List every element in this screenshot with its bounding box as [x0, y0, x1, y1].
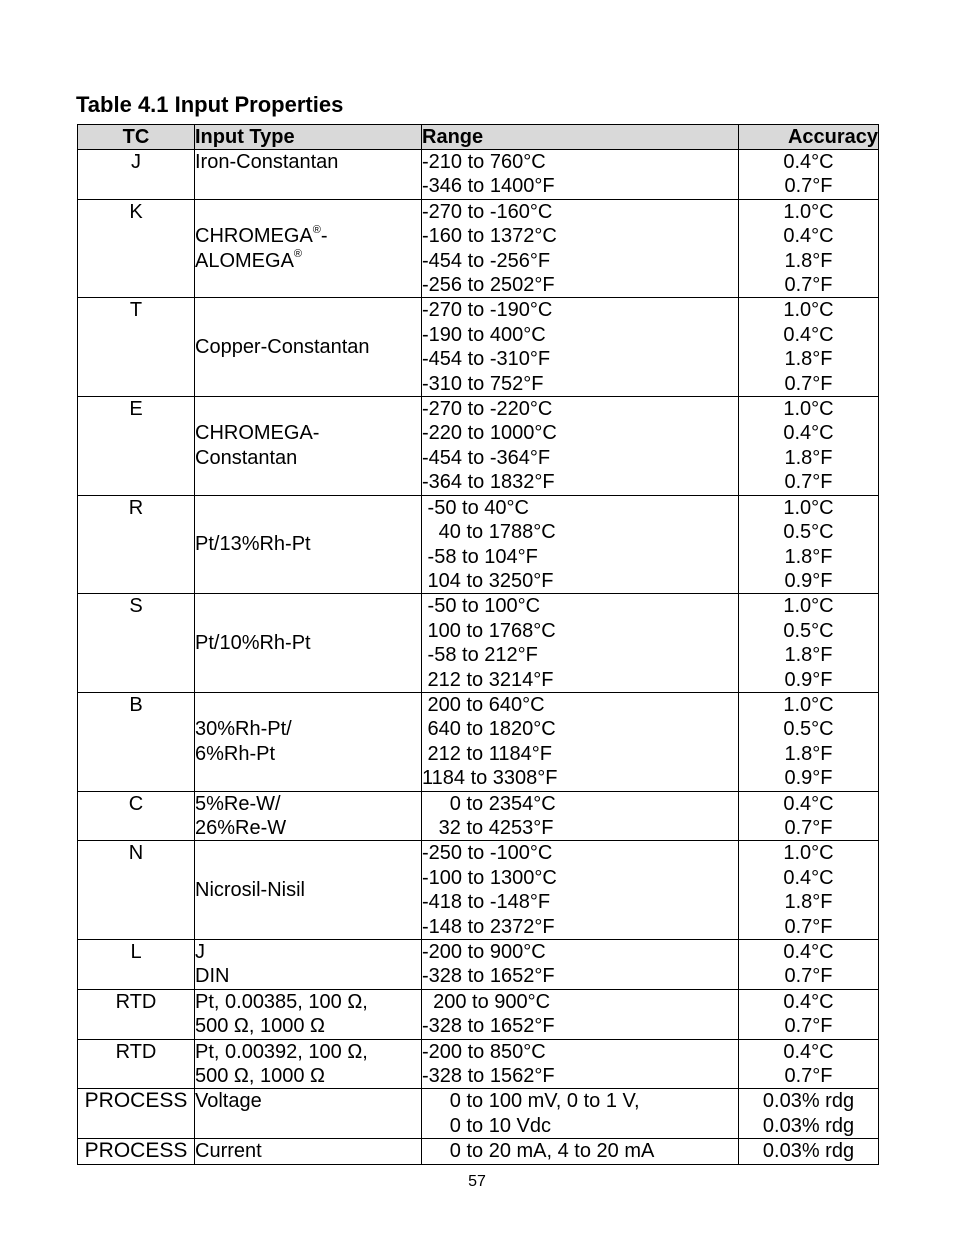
- input-type-cell: [195, 495, 422, 594]
- table-row: [78, 298, 879, 397]
- input-type-cell: [195, 150, 422, 200]
- table-row: [78, 989, 879, 1039]
- accuracy-line: 0.9°F: [784, 569, 833, 592]
- input-type-cell: [195, 298, 422, 397]
- accuracy-line: 1.0°C: [783, 398, 834, 421]
- range-line: -270 to -220°C: [422, 398, 553, 421]
- accuracy-line: 0.7°F: [784, 274, 833, 297]
- accuracy-cell: [739, 791, 879, 841]
- range-line: 0 to 2354°C: [422, 792, 556, 815]
- accuracy-cell: [739, 150, 879, 200]
- range-cell: [422, 495, 739, 594]
- accuracy-line: 1.8°F: [784, 446, 833, 469]
- accuracy-line: 0.7°F: [784, 471, 833, 494]
- accuracy-cell: [739, 692, 879, 791]
- input-type-line: Pt/13%Rh-Pt: [195, 533, 311, 556]
- tc-code: T: [78, 298, 195, 397]
- accuracy-line: 0.7°F: [784, 965, 833, 988]
- table-row: [78, 199, 879, 298]
- input-type-line: Pt, 0.00392, 100 Ω,: [195, 1040, 368, 1063]
- range-cell: [422, 199, 739, 298]
- input-type-cell: [195, 1089, 422, 1139]
- range-line: -310 to 752°F: [422, 372, 544, 395]
- accuracy-cell: [739, 199, 879, 298]
- accuracy-line: 0.4°C: [783, 151, 834, 173]
- range-line: -364 to 1832°F: [422, 471, 555, 494]
- range-line: -454 to -256°F: [422, 249, 551, 272]
- range-cell: [422, 841, 739, 940]
- input-type-cell: [195, 940, 422, 990]
- accuracy-line: 0.5°C: [783, 619, 834, 642]
- accuracy-line: 0.4°C: [783, 990, 834, 1013]
- accuracy-line: 0.5°C: [783, 718, 834, 741]
- accuracy-cell: [739, 397, 879, 496]
- range-line: -148 to 2372°F: [422, 915, 555, 938]
- tc-code: L: [78, 940, 195, 990]
- input-type-line: 500 Ω, 1000 Ω: [195, 1015, 325, 1038]
- accuracy-line: 1.8°F: [784, 891, 833, 914]
- range-cell: [422, 1039, 739, 1089]
- range-cell: [422, 1089, 739, 1139]
- tc-code: PROCESS: [78, 1139, 195, 1164]
- range-line: -190 to 400°C: [422, 323, 546, 346]
- input-type-line: ALOMEGA®: [195, 247, 303, 272]
- range-line: 200 to 900°C: [422, 990, 551, 1013]
- accuracy-line: 0.4°C: [783, 941, 834, 963]
- range-line: -220 to 1000°C: [422, 422, 557, 445]
- input-type-line: J: [195, 941, 205, 963]
- accuracy-line: 0.7°F: [784, 372, 833, 395]
- accuracy-line: 1.8°F: [784, 644, 833, 667]
- range-line: -58 to 104°F: [422, 545, 538, 568]
- range-line: -270 to -160°C: [422, 200, 553, 223]
- range-line: 0 to 100 mV, 0 to 1 V,: [422, 1090, 640, 1113]
- range-line: 200 to 640°C: [422, 693, 545, 716]
- tc-code: B: [78, 692, 195, 791]
- input-type-cell: [195, 791, 422, 841]
- input-type-line: 500 Ω, 1000 Ω: [195, 1065, 325, 1088]
- range-cell: [422, 397, 739, 496]
- table-row: [78, 841, 879, 940]
- header-input-type: Input Type: [195, 125, 422, 150]
- header-accuracy: Accuracy: [739, 125, 879, 150]
- accuracy-line: 1.8°F: [784, 348, 833, 371]
- accuracy-cell: [739, 594, 879, 693]
- input-type-cell: [195, 594, 422, 693]
- accuracy-line: 0.9°F: [784, 767, 833, 790]
- input-type-cell: [195, 692, 422, 791]
- accuracy-line: 0.4°C: [783, 422, 834, 445]
- accuracy-cell: [739, 298, 879, 397]
- range-line: -256 to 2502°F: [422, 274, 555, 297]
- table-row: [78, 940, 879, 990]
- input-type-line: Pt/10%Rh-Pt: [195, 631, 311, 654]
- range-line: -58 to 212°F: [422, 644, 538, 667]
- range-line: -250 to -100°C: [422, 842, 553, 865]
- accuracy-cell: [739, 495, 879, 594]
- range-line: -50 to 100°C: [422, 595, 541, 618]
- accuracy-line: 1.0°C: [783, 299, 834, 322]
- range-cell: [422, 791, 739, 841]
- accuracy-line: 0.03% rdg: [762, 1114, 855, 1137]
- table-row: [78, 150, 879, 200]
- range-line: 212 to 1184°F: [422, 742, 552, 765]
- input-type-cell: [195, 1139, 422, 1164]
- accuracy-line: 0.7°F: [784, 816, 833, 839]
- range-line: -418 to -148°F: [422, 891, 551, 914]
- range-line: 40 to 1788°C: [422, 521, 556, 544]
- range-line: -210 to 760°C: [422, 151, 546, 173]
- tc-code: RTD: [78, 1039, 195, 1089]
- input-type-line: Voltage: [195, 1090, 262, 1113]
- range-line: -200 to 850°C: [422, 1040, 546, 1063]
- input-type-cell: [195, 989, 422, 1039]
- input-type-line: 26%Re-W: [195, 816, 287, 839]
- tc-code: S: [78, 594, 195, 693]
- accuracy-line: 0.03% rdg: [762, 1090, 855, 1113]
- tc-code: K: [78, 199, 195, 298]
- page-number: 57: [468, 1173, 486, 1190]
- accuracy-line: 1.0°C: [783, 496, 834, 519]
- range-cell: [422, 940, 739, 990]
- range-line: -50 to 40°C: [422, 496, 529, 519]
- accuracy-line: 0.7°F: [784, 1065, 833, 1088]
- range-line: -328 to 1652°F: [422, 965, 555, 988]
- table-row: [78, 495, 879, 594]
- accuracy-line: 0.7°F: [784, 175, 833, 198]
- accuracy-cell: [739, 1089, 879, 1139]
- input-type-line: 6%Rh-Pt: [195, 742, 276, 765]
- range-line: -328 to 1562°F: [422, 1065, 555, 1088]
- table-body: [78, 150, 879, 1165]
- input-type-line: Nicrosil-Nisil: [195, 878, 305, 901]
- input-type-line: Current: [195, 1140, 262, 1163]
- accuracy-line: 0.4°C: [783, 792, 834, 815]
- accuracy-line: 0.03% rdg: [762, 1140, 855, 1163]
- accuracy-line: 0.7°F: [784, 915, 833, 938]
- range-line: 0 to 10 Vdc: [422, 1114, 551, 1137]
- range-cell: [422, 594, 739, 693]
- tc-code: C: [78, 791, 195, 841]
- accuracy-line: 1.8°F: [784, 742, 833, 765]
- range-line: 640 to 1820°C: [422, 718, 556, 741]
- input-type-line: 5%Re-W/: [195, 792, 281, 815]
- range-line: -454 to -310°F: [422, 348, 551, 371]
- table-row: [78, 1039, 879, 1089]
- input-type-line: Constantan: [195, 446, 298, 469]
- accuracy-cell: [739, 841, 879, 940]
- accuracy-cell: [739, 940, 879, 990]
- accuracy-line: 1.0°C: [783, 595, 834, 618]
- input-type-line: CHROMEGA®-: [195, 223, 328, 248]
- accuracy-line: 0.4°C: [783, 1040, 834, 1063]
- table-row: [78, 1139, 879, 1164]
- accuracy-line: 1.8°F: [784, 545, 833, 568]
- accuracy-line: 1.0°C: [783, 693, 834, 716]
- input-type-cell: [195, 841, 422, 940]
- input-type-cell: [195, 397, 422, 496]
- accuracy-cell: [739, 989, 879, 1039]
- range-line: -328 to 1652°F: [422, 1015, 555, 1038]
- input-type-line: Copper-Constantan: [195, 336, 370, 359]
- input-properties-table: [77, 124, 879, 1165]
- range-cell: [422, 150, 739, 200]
- range-line: -200 to 900°C: [422, 941, 546, 963]
- range-line: -270 to -190°C: [422, 299, 553, 322]
- accuracy-line: 0.4°C: [783, 866, 834, 889]
- range-line: -160 to 1372°C: [422, 225, 557, 248]
- range-line: 0 to 20 mA, 4 to 20 mA: [422, 1140, 655, 1163]
- input-type-cell: [195, 1039, 422, 1089]
- accuracy-line: 1.8°F: [784, 249, 833, 272]
- range-line: 100 to 1768°C: [422, 619, 556, 642]
- range-line: -100 to 1300°C: [422, 866, 557, 889]
- table-row: [78, 397, 879, 496]
- tc-code: RTD: [78, 989, 195, 1039]
- accuracy-line: 1.0°C: [783, 842, 834, 865]
- range-line: 32 to 4253°F: [422, 816, 554, 839]
- table-row: [78, 1089, 879, 1139]
- tc-code: PROCESS: [78, 1089, 195, 1139]
- input-type-line: 30%Rh-Pt/: [195, 718, 292, 741]
- range-cell: [422, 692, 739, 791]
- range-cell: [422, 298, 739, 397]
- input-type-line: Iron-Constantan: [195, 151, 339, 173]
- input-type-line: Pt, 0.00385, 100 Ω,: [195, 990, 368, 1013]
- accuracy-line: 1.0°C: [783, 200, 834, 223]
- range-cell: [422, 989, 739, 1039]
- header-row: [78, 125, 879, 150]
- tc-code: E: [78, 397, 195, 496]
- accuracy-line: 0.4°C: [783, 323, 834, 346]
- range-line: 1184 to 3308°F: [422, 767, 558, 790]
- tc-code: N: [78, 841, 195, 940]
- accuracy-line: 0.9°F: [784, 668, 833, 691]
- table-row: [78, 692, 879, 791]
- input-type-line: DIN: [195, 965, 230, 988]
- tc-code: R: [78, 495, 195, 594]
- table-row: [78, 594, 879, 693]
- table-title: Table 4.1 Input Properties: [76, 92, 344, 117]
- range-line: 212 to 3214°F: [422, 668, 554, 691]
- tc-code: J: [78, 150, 195, 200]
- accuracy-line: 0.7°F: [784, 1015, 833, 1038]
- accuracy-line: 0.5°C: [783, 521, 834, 544]
- accuracy-line: 0.4°C: [783, 225, 834, 248]
- accuracy-cell: [739, 1139, 879, 1164]
- table-row: [78, 791, 879, 841]
- input-type-line: CHROMEGA-: [195, 422, 320, 445]
- range-cell: [422, 1139, 739, 1164]
- accuracy-cell: [739, 1039, 879, 1089]
- header-tc: TC: [78, 125, 195, 150]
- range-line: 104 to 3250°F: [422, 569, 554, 592]
- input-type-cell: [195, 199, 422, 298]
- range-line: -346 to 1400°F: [422, 175, 555, 198]
- header-range: Range: [422, 125, 739, 150]
- range-line: -454 to -364°F: [422, 446, 551, 469]
